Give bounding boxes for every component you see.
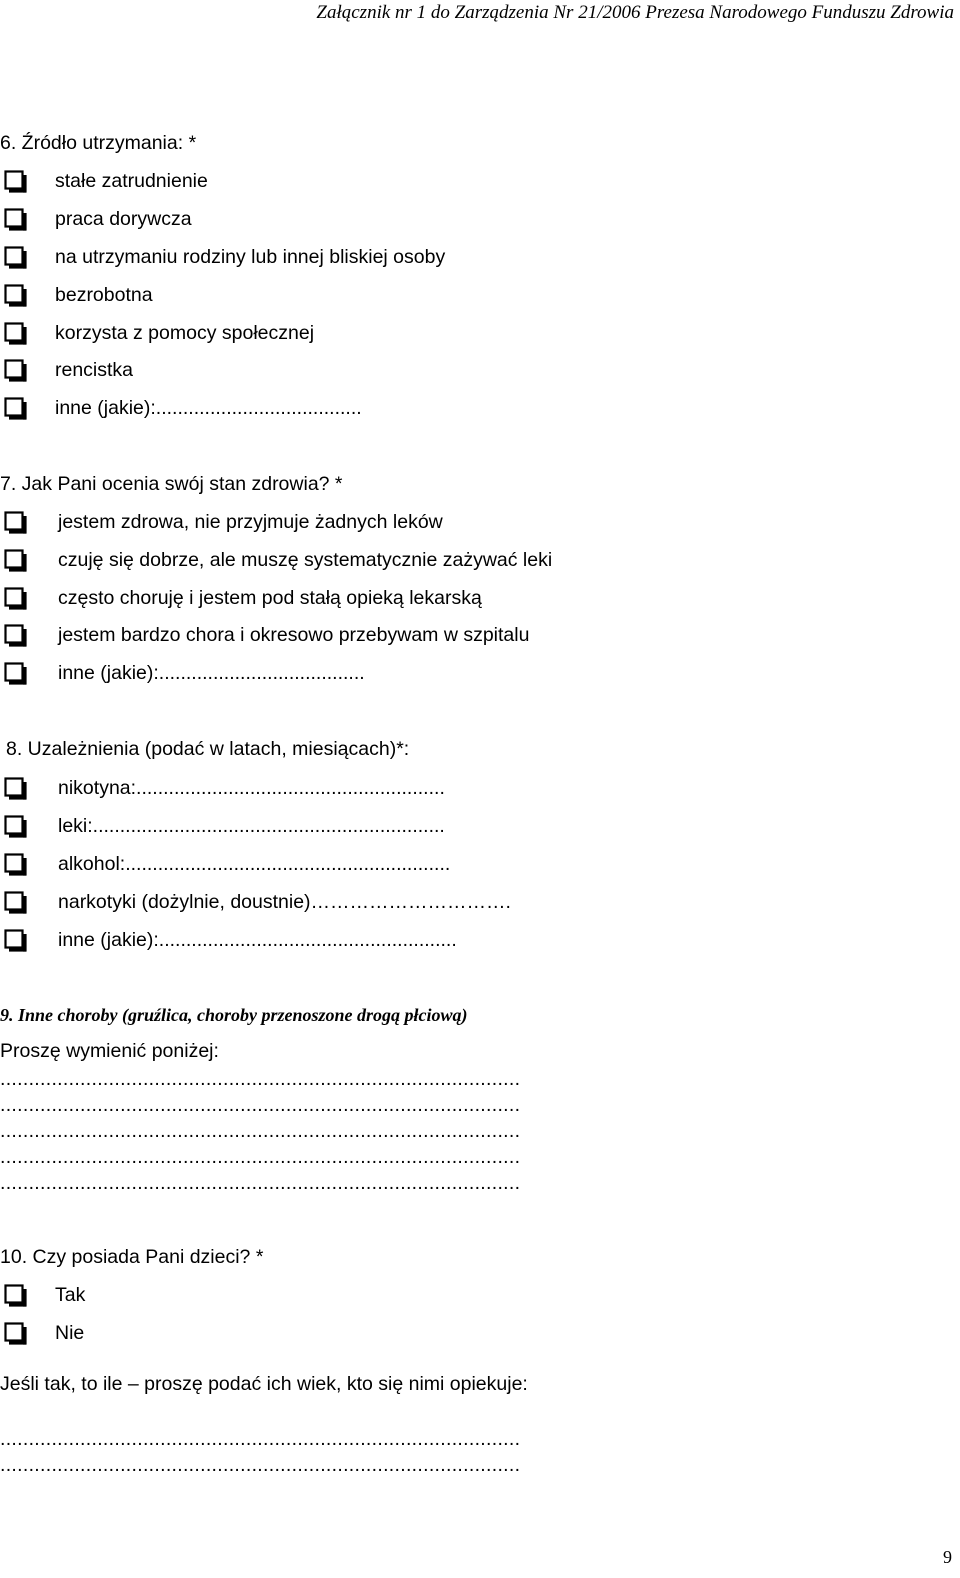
- q10-option[interactable]: [0, 1320, 760, 1354]
- checkbox-icon[interactable]: [4, 891, 28, 915]
- checkbox-icon[interactable]: [4, 624, 28, 648]
- page-header: Załącznik nr 1 do Zarządzenia Nr 21/2006 Prezesa Narodowego Funduszu Zdrowia: [316, 2, 954, 23]
- checkbox-icon[interactable]: [4, 170, 28, 194]
- q8-option-label: inne (jakie):.......................................................: [58, 929, 457, 951]
- q6-option-label: na utrzymaniu rodziny lub innej bliskiej osoby: [55, 246, 446, 268]
- q8-title: 8. Uzależnienia (podać w latach, miesiącach)*:: [6, 738, 410, 760]
- q7-option[interactable]: [0, 509, 760, 543]
- q8-option[interactable]: [0, 813, 760, 847]
- q8-option-label: narkotyki (dożylnie, doustnie)………………………….: [58, 891, 511, 913]
- checkbox-icon[interactable]: [4, 1284, 28, 1308]
- q6-option-label: korzysta z pomocy społecznej: [55, 322, 315, 344]
- checkbox-icon[interactable]: [4, 322, 28, 346]
- q6-option[interactable]: [0, 244, 760, 278]
- q8-option[interactable]: [0, 851, 760, 885]
- checkbox-icon[interactable]: [4, 549, 28, 573]
- q9-subtitle: Proszę wymienić poniżej:: [0, 1040, 219, 1062]
- q7-option[interactable]: [0, 660, 760, 694]
- checkbox-icon[interactable]: [4, 246, 28, 270]
- q8-option-label: alkohol:............................................................: [58, 853, 451, 875]
- checkbox-icon[interactable]: [4, 929, 28, 953]
- q6-option[interactable]: [0, 282, 760, 316]
- q7-option[interactable]: [0, 585, 760, 619]
- q9-answer-line[interactable]: ...........................................................................................: [0, 1120, 521, 1142]
- q8-option[interactable]: [0, 927, 760, 961]
- q6-option[interactable]: [0, 395, 760, 429]
- q7-option-label: inne (jakie):......................................: [58, 662, 365, 684]
- q7-option-label: jestem bardzo chora i okresowo przebywam w szpitalu: [58, 624, 530, 646]
- q8-option-label: leki:.................................................................: [58, 815, 445, 837]
- checkbox-icon[interactable]: [4, 208, 28, 232]
- q6-title: 6. Źródło utrzymania: *: [0, 132, 197, 154]
- q6-option-label: rencistka: [55, 359, 134, 381]
- checkbox-icon[interactable]: [4, 284, 28, 308]
- q7-option-label: czuję się dobrze, ale muszę systematycznie zażywać leki: [58, 549, 553, 571]
- q10-option[interactable]: [0, 1282, 760, 1316]
- q6-option-label: inne (jakie):......................................: [55, 397, 362, 419]
- q9-answer-line[interactable]: ...........................................................................................: [0, 1094, 521, 1116]
- q6-option[interactable]: [0, 206, 760, 240]
- q6-option[interactable]: [0, 320, 760, 354]
- q10-option-label: Tak: [55, 1284, 86, 1306]
- q8-option[interactable]: [0, 775, 760, 809]
- q10-followup: Jeśli tak, to ile – proszę podać ich wiek, kto się nimi opiekuje:: [0, 1373, 528, 1395]
- checkbox-icon[interactable]: [4, 1322, 28, 1346]
- q9-answer-line[interactable]: ...........................................................................................: [0, 1068, 521, 1090]
- q10-answer-line[interactable]: ...........................................................................................: [0, 1454, 521, 1476]
- q8-option-label: nikotyna:.........................................................: [58, 777, 445, 799]
- q9-answer-line[interactable]: ...........................................................................................: [0, 1172, 521, 1194]
- q7-option[interactable]: [0, 547, 760, 581]
- checkbox-icon[interactable]: [4, 777, 28, 801]
- q7-option-label: jestem zdrowa, nie przyjmuje żadnych leków: [58, 511, 443, 533]
- q7-option[interactable]: [0, 622, 760, 656]
- q7-title: 7. Jak Pani ocenia swój stan zdrowia? *: [0, 473, 343, 495]
- q7-option-label: często choruję i jestem pod stałą opieką lekarską: [58, 587, 482, 609]
- q6-option-label: bezrobotna: [55, 284, 153, 306]
- checkbox-icon[interactable]: [4, 511, 28, 535]
- q8-option[interactable]: [0, 889, 760, 923]
- q10-option-label: Nie: [55, 1322, 85, 1344]
- q10-title: 10. Czy posiada Pani dzieci? *: [0, 1246, 264, 1268]
- checkbox-icon[interactable]: [4, 587, 28, 611]
- checkbox-icon[interactable]: [4, 815, 28, 839]
- q9-answer-line[interactable]: ...........................................................................................: [0, 1146, 521, 1168]
- q6-option[interactable]: [0, 357, 760, 391]
- checkbox-icon[interactable]: [4, 397, 28, 421]
- q6-option-label: praca dorywcza: [55, 208, 192, 230]
- q9-title: 9. Inne choroby (gruźlica, choroby przenoszone drogą płciową): [0, 1005, 468, 1025]
- page-number: 9: [943, 1547, 952, 1567]
- q10-answer-line[interactable]: ...........................................................................................: [0, 1428, 521, 1450]
- q6-option-label: stałe zatrudnienie: [55, 170, 208, 192]
- checkbox-icon[interactable]: [4, 359, 28, 383]
- checkbox-icon[interactable]: [4, 662, 28, 686]
- q6-option[interactable]: [0, 168, 760, 202]
- checkbox-icon[interactable]: [4, 853, 28, 877]
